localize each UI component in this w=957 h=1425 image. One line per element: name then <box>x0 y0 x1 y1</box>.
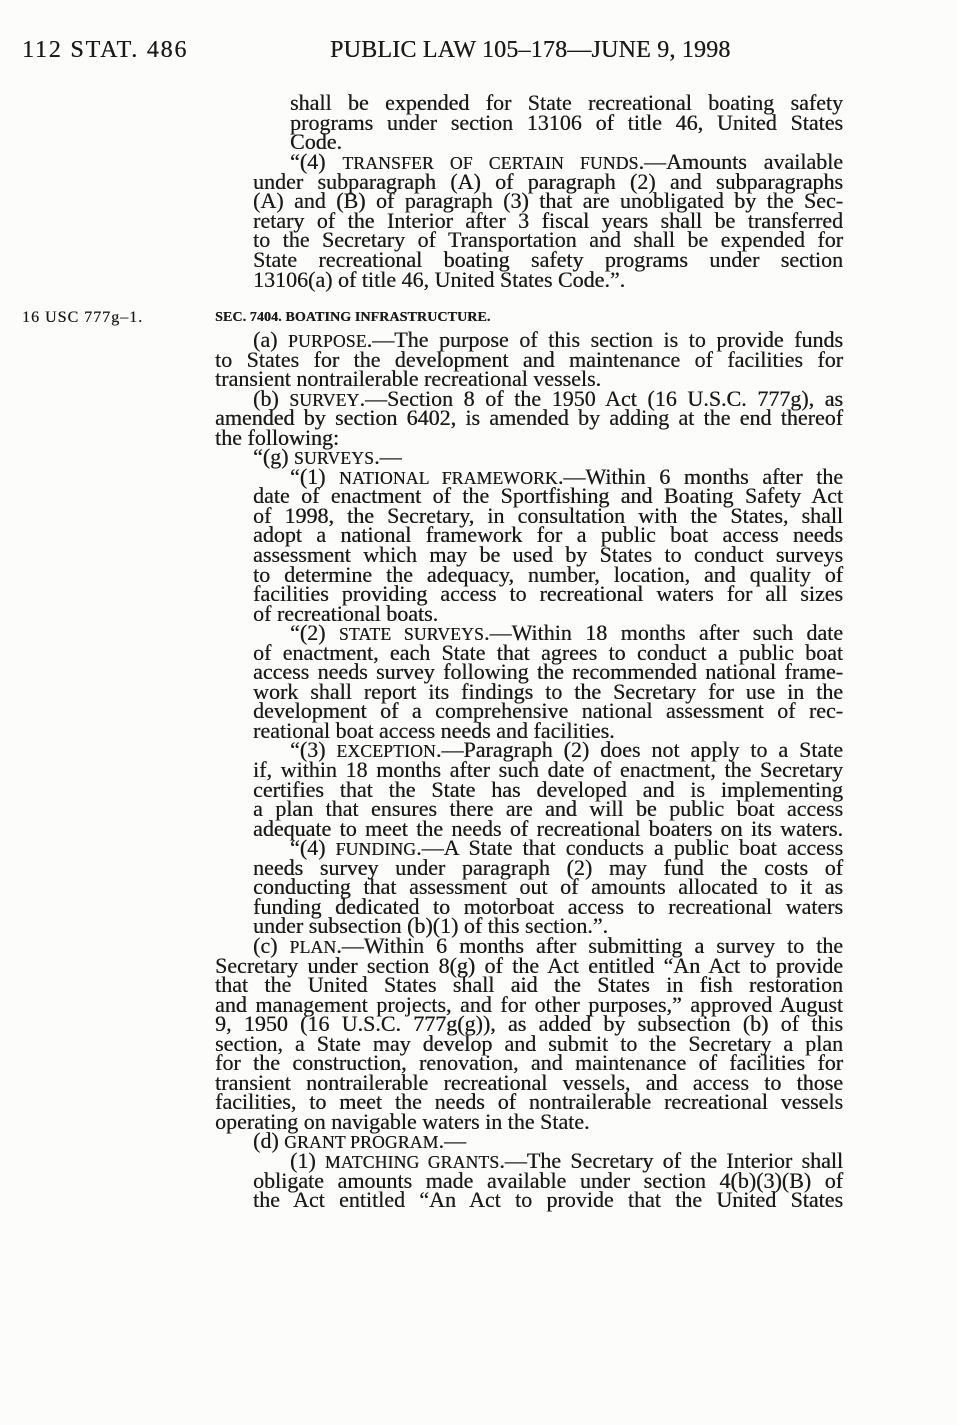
paragraph-text: .—Section 8 of the 1950 Act (16 U.S.C. 777g), as <box>359 385 843 411</box>
text-line: development of a comprehensive national assessment of rec- <box>253 698 843 724</box>
paragraph-designator: (b) <box>253 385 290 411</box>
text-line: work shall report its findings to the Secretary for use in the <box>253 678 843 704</box>
text-line: adopt a national framework for a public boat access needs <box>253 522 843 548</box>
paragraph-heading: EXCEPTION <box>336 741 436 762</box>
paragraph-text: .— <box>374 444 402 470</box>
text-line: to States for the development and maintenance of facilities for <box>215 346 843 372</box>
text-line: Secretary under section 8(g) of the Act entitled “An Act to provide <box>215 952 843 978</box>
paragraph-heading: GRANT PROGRAM <box>284 1132 439 1153</box>
paragraph-heading: PURPOSE <box>288 331 367 351</box>
paragraph-heading: SURVEYS <box>293 448 375 469</box>
text-line: facilities, to meet the needs of nontrailerable recreational vessels <box>215 1089 843 1115</box>
paragraph-text: .— <box>438 1128 466 1154</box>
text-line: reational boat access needs and facilities. <box>253 717 615 743</box>
text-line: funding dedicated to motorboat access to recreational waters <box>253 893 843 919</box>
paragraph-text: .—Amounts available <box>638 148 843 174</box>
text-line: transient nontrailerable recreational vessels, and access to those <box>215 1069 843 1095</box>
text-line: facilities providing access to recreational waters for all sizes <box>253 581 843 607</box>
paragraph-heading: FUNDING <box>335 839 417 860</box>
text-line: Code. <box>290 129 342 155</box>
text-line: shall be expended for State recreational boating safety <box>290 90 843 115</box>
text-line: to the Secretary of Transportation and shall be expended for <box>253 227 843 253</box>
text-line: a plan that ensures there are and will be public boat access <box>253 796 843 822</box>
text-line: of 1998, the Secretary, in consultation with the States, shall <box>253 502 843 528</box>
text-line: (A) and (B) of paragraph (3) that are unobligated by the Sec- <box>253 188 843 214</box>
paragraph-designator: “(4) <box>290 835 336 861</box>
paragraph-heading: SURVEY <box>289 389 360 410</box>
text-line: access needs survey following the recommended national frame- <box>253 659 843 685</box>
margin-citation-note: 16 USC 777g–1. <box>22 309 144 326</box>
text-line: needs survey under paragraph (2) may fund the costs of <box>253 854 843 880</box>
text-line: 13106(a) of title 46, United States Code.”. <box>253 266 626 292</box>
text-line: to determine the adequacy, number, location, and quality of <box>253 561 843 587</box>
text-line: amended by section 6402, is amended by adding at the end thereof <box>215 405 843 431</box>
paragraph-text: .—A State that conducts a public boat access <box>416 835 844 861</box>
text-line: the following: <box>215 424 340 450</box>
paragraph-designator: “(g) <box>253 444 294 470</box>
text-line: under subsection (b)(1) of this section.”. <box>253 913 608 939</box>
paragraph-heading: TRANSFER OF CERTAIN FUNDS <box>342 152 639 173</box>
text-line: retary of the Interior after 3 fiscal years shall be transferred <box>253 207 843 233</box>
paragraph-text: .—Within 6 months after the <box>557 463 843 489</box>
paragraph-text: .—Within 18 months after such date <box>483 620 843 646</box>
paragraph-designator: (c) <box>253 932 290 958</box>
paragraph-heading: STATE SURVEYS <box>338 624 484 645</box>
paragraph-designator: (a) <box>253 327 289 352</box>
paragraph-text: .—The Secretary of the Interior shall <box>499 1147 844 1173</box>
text-line: assessment which may be used by States to conduct surveys <box>253 542 843 568</box>
text-line: that the United States shall aid the States in fish restoration <box>215 972 843 998</box>
paragraph-designator: “(2) <box>290 620 339 646</box>
text-line: State recreational boating safety programs under section <box>253 247 843 273</box>
paragraph-heading: MATCHING GRANTS <box>324 1151 500 1172</box>
text-line: obligate amounts made available under section 4(b)(3)(B) of <box>253 1167 843 1193</box>
page-reference: 112 STAT. 486 <box>22 37 189 63</box>
text-line: and management projects, and for other purposes,” approved August <box>215 991 843 1017</box>
text-line: operating on navigable waters in the State. <box>215 1108 590 1134</box>
paragraph-designator: (1) <box>290 1147 325 1173</box>
text-line: the Act entitled “An Act to provide that the United States <box>253 1187 843 1213</box>
paragraph-heading: NATIONAL FRAMEWORK <box>339 467 558 488</box>
text-line: of recreational boats. <box>253 600 439 626</box>
text-line: transient nontrailerable recreational vessels. <box>215 366 602 392</box>
paragraph-designator: (d) <box>253 1128 285 1154</box>
text-line: adequate to meet the needs of recreational boaters on its waters. <box>253 815 843 841</box>
section-heading: SEC. 7404. BOATING INFRASTRUCTURE. <box>215 310 491 325</box>
running-head-title: PUBLIC LAW 105–178—JUNE 9, 1998 <box>330 37 731 63</box>
text-line: conducting that assessment out of amounts allocated to it as <box>253 874 843 900</box>
paragraph-designator: “(3) <box>290 737 337 763</box>
text-line: of enactment, each State that agrees to conduct a public boat <box>253 639 843 665</box>
text-line: section, a State may develop and submit to the Secretary a plan <box>215 1030 843 1056</box>
continued-provision-text <box>0 90 957 292</box>
text-line: for the construction, renovation, and maintenance of facilities for <box>215 1050 843 1076</box>
paragraph-heading: PLAN <box>289 936 337 957</box>
text-line: date of enactment of the Sportfishing and Boating Safety Act <box>253 483 843 509</box>
paragraph-designator: “(4) <box>290 148 343 174</box>
text-line: if, within 18 months after such date of enactment, the Secretary <box>253 757 843 783</box>
paragraph-text: .—The purpose of this section is to provide funds <box>366 327 843 352</box>
text-line: programs under section 13106 of title 46, United States <box>290 109 843 135</box>
paragraph-text: .—Paragraph (2) does not apply to a State <box>435 737 843 763</box>
text-line: under subparagraph (A) of paragraph (2) and subparagraphs <box>253 168 843 194</box>
paragraph-designator: “(1) <box>290 463 340 489</box>
text-line: 9, 1950 (16 U.S.C. 777g(g)), as added by subsection (b) of this <box>215 1011 843 1037</box>
text-line: certifies that the State has developed and is implementing <box>253 776 843 802</box>
section-body-text <box>0 327 957 1213</box>
paragraph-text: .—Within 6 months after submitting a survey to the <box>336 932 843 958</box>
